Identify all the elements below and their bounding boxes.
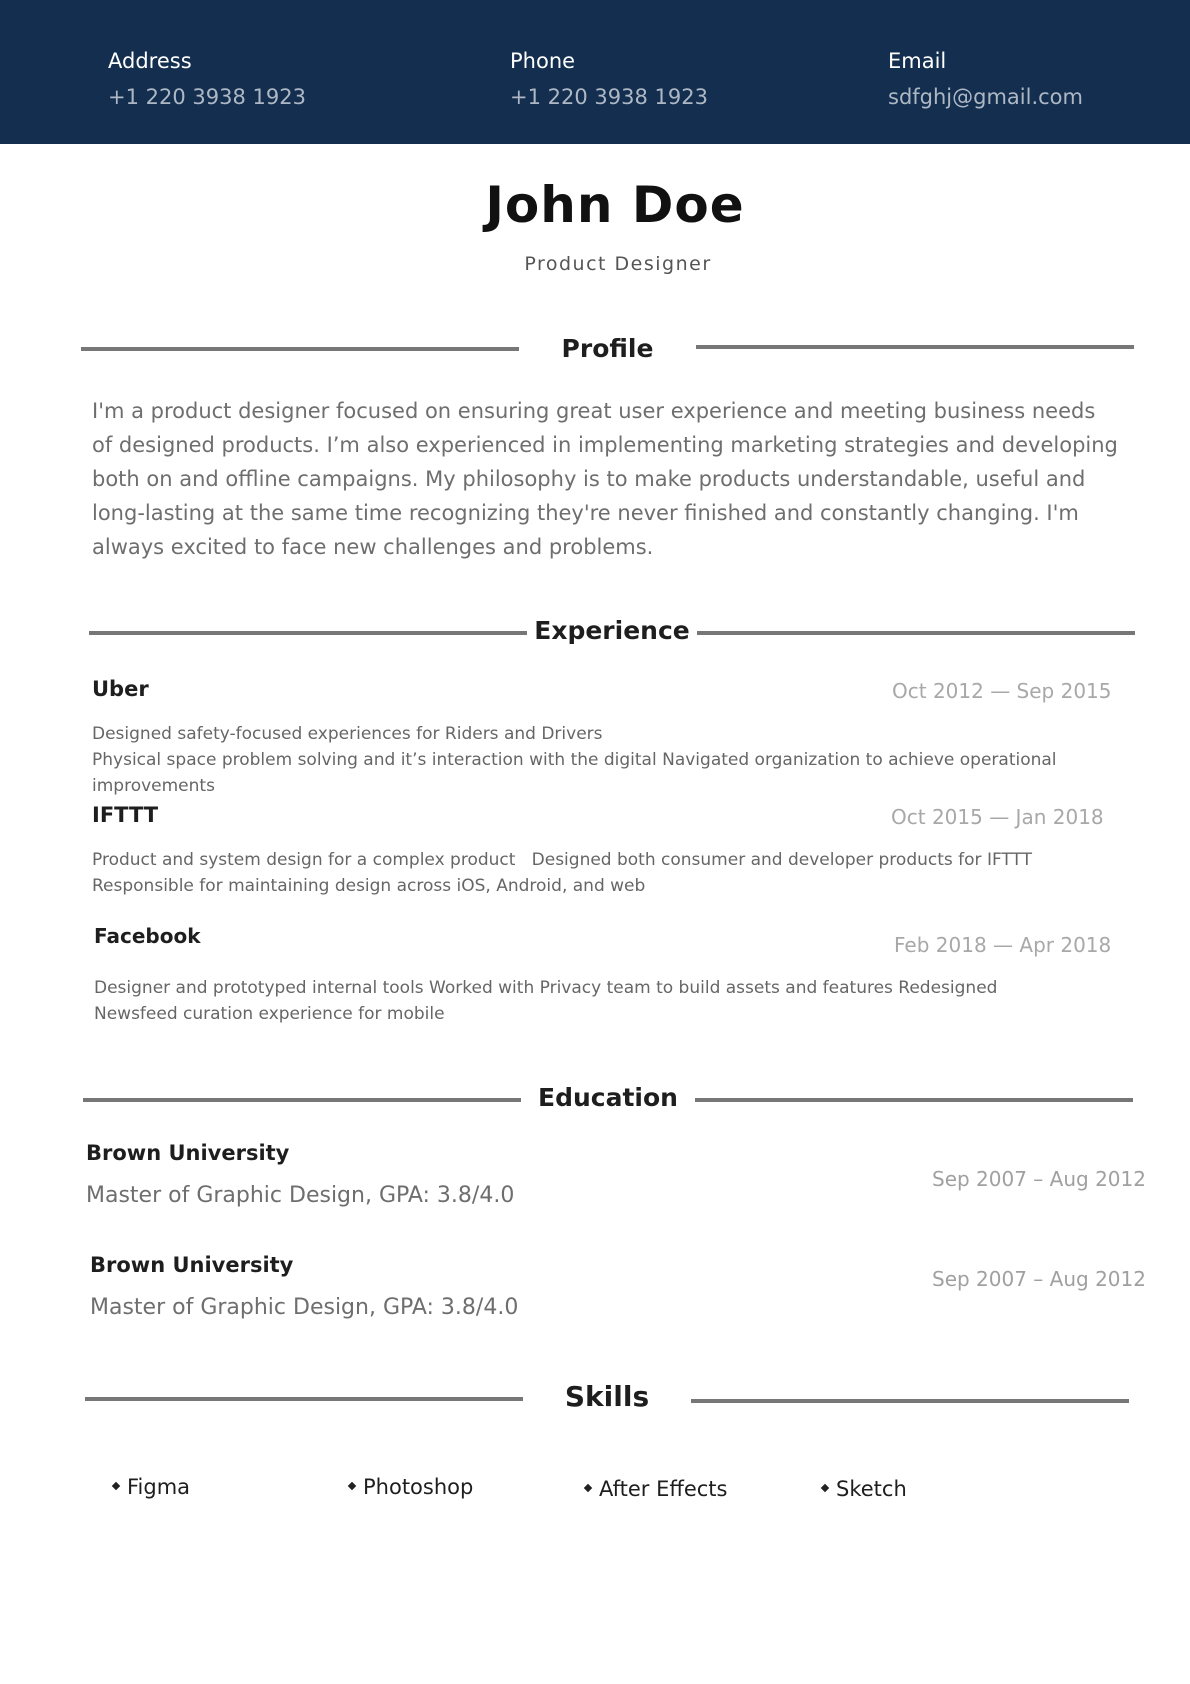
education-school: Brown University (90, 1253, 294, 1277)
job-description (92, 847, 1102, 899)
job-description-line: Physical space problem solving and it’s interaction with the digital Navigated organization to achieve operational improvements (92, 750, 1057, 796)
education-dates: Sep 2007 – Aug 2012 (932, 1167, 1146, 1191)
skill-item (349, 1475, 473, 1499)
profile-divider-left (81, 347, 519, 351)
profile-divider-right (696, 345, 1134, 349)
job-description (94, 975, 1084, 1027)
education-heading: Education (538, 1083, 678, 1112)
skill-item (822, 1477, 907, 1501)
education-school: Brown University (86, 1141, 290, 1165)
diamond-bullet-icon (112, 1482, 120, 1490)
skills-heading: Skills (564, 1380, 650, 1413)
diamond-bullet-icon (348, 1482, 356, 1490)
education-degree: Master of Graphic Design, GPA: 3.8/4.0 (86, 1183, 515, 1208)
contact-address-value: +1 220 3938 1923 (108, 85, 306, 109)
job-description-line: Designer and prototyped internal tools Worked with Privacy team to build assets and features Redesigned Newsfeed curation experience for mobile (94, 978, 998, 1024)
education-dates: Sep 2007 – Aug 2012 (932, 1267, 1146, 1291)
person-name: John Doe (485, 176, 745, 234)
education-degree: Master of Graphic Design, GPA: 3.8/4.0 (90, 1295, 519, 1320)
contact-email-label: Email (888, 49, 947, 73)
education-divider-right (695, 1098, 1133, 1102)
contact-header (0, 0, 1190, 144)
profile-text: I'm a product designer focused on ensuring great user experience and meeting business needs of designed products. I’m also experienced in implementing marketing strategies and developing both on and offline campaigns. My philosophy is to make products understandable, useful and long-lasting at the same time recognizing they're never finished and constantly changing. I'm always excited to face new challenges and problems. (92, 399, 1118, 559)
skills-divider-left (85, 1397, 523, 1401)
job-description-line: Responsible for maintaining design across iOS, Android, and web (92, 876, 646, 896)
job-dates: Feb 2018 — Apr 2018 (894, 933, 1112, 957)
job-dates: Oct 2012 — Sep 2015 (892, 679, 1112, 703)
job-description-line: Designed safety-focused experiences for Riders and Drivers (92, 724, 603, 744)
contact-phone-value: +1 220 3938 1923 (510, 85, 708, 109)
experience-divider-right (697, 631, 1135, 635)
skill-label: Sketch (836, 1477, 907, 1501)
skill-item (113, 1475, 190, 1499)
contact-address-label: Address (108, 49, 192, 73)
job-company: Uber (92, 677, 149, 701)
experience-divider-left (89, 631, 527, 635)
contact-phone-label: Phone (510, 49, 576, 73)
job-company: IFTTT (92, 803, 159, 827)
skills-divider-right (691, 1399, 1129, 1403)
person-role: Product Designer (524, 253, 712, 275)
job-description (92, 721, 1092, 799)
profile-heading: Profile (561, 334, 654, 363)
contact-phone (510, 47, 708, 111)
job-description-line: Product and system design for a complex product Designed both consumer and developer products for IFTTT (92, 850, 1032, 870)
skill-label: Photoshop (363, 1475, 474, 1499)
skill-label: After Effects (599, 1477, 728, 1501)
contact-email-value: sdfghj@gmail.com (888, 85, 1083, 109)
contact-email (888, 47, 1083, 111)
skill-item (585, 1477, 727, 1501)
experience-heading: Experience (534, 616, 690, 645)
education-divider-left (83, 1098, 521, 1102)
diamond-bullet-icon (821, 1484, 829, 1492)
diamond-bullet-icon (584, 1484, 592, 1492)
contact-address (108, 47, 306, 111)
job-company: Facebook (94, 924, 201, 948)
job-dates: Oct 2015 — Jan 2018 (891, 805, 1104, 829)
skill-label: Figma (127, 1475, 191, 1499)
